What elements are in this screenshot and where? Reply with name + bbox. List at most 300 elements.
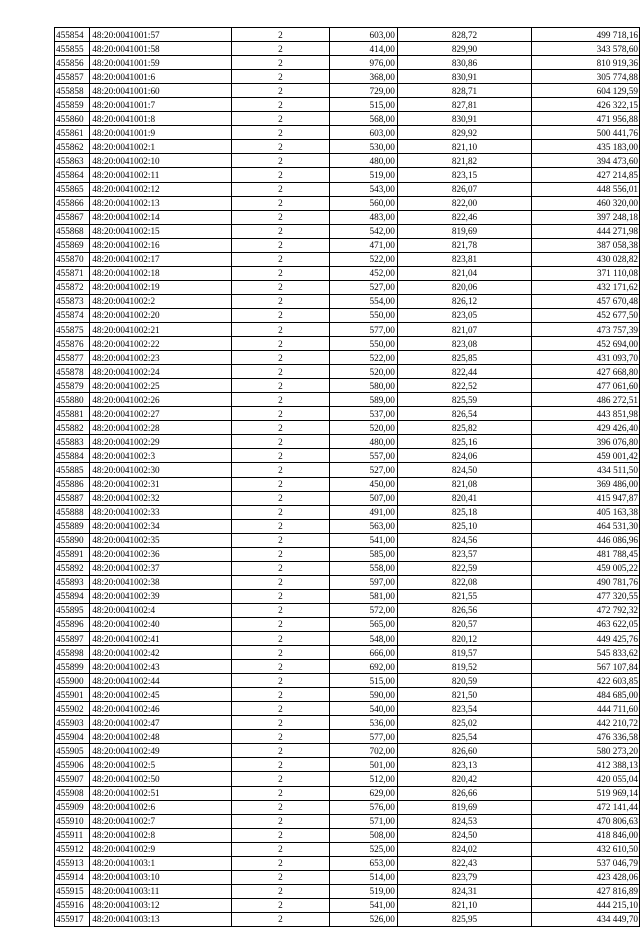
row-number-cell: 455910 [55, 814, 90, 828]
cadastral-number-cell: 48:20:0041002:43 [90, 660, 231, 674]
group-cell: 2 [231, 463, 329, 477]
cadastral-value-cell: 444 711,60 [532, 702, 640, 716]
area-cell: 530,00 [330, 140, 398, 154]
specific-value-cell: 822,43 [397, 856, 531, 870]
table-row [55, 730, 640, 744]
cadastral-number-cell: 48:20:0041002:9 [90, 842, 231, 856]
cadastral-value-cell: 452 677,50 [532, 308, 640, 322]
specific-value-cell: 830,86 [397, 56, 531, 70]
row-number-cell: 455886 [55, 477, 90, 491]
group-cell: 2 [231, 561, 329, 575]
cadastral-value-cell: 423 428,06 [532, 870, 640, 884]
cadastral-number-cell: 48:20:0041002:14 [90, 210, 231, 224]
cadastral-value-cell: 500 441,76 [532, 126, 640, 140]
cadastral-number-cell: 48:20:0041002:3 [90, 449, 231, 463]
row-number-cell: 455861 [55, 126, 90, 140]
specific-value-cell: 824,50 [397, 463, 531, 477]
cadastral-number-cell: 48:20:0041002:13 [90, 196, 231, 210]
specific-value-cell: 821,08 [397, 477, 531, 491]
cadastral-number-cell: 48:20:0041001:6 [90, 70, 231, 84]
table-row [55, 828, 640, 842]
specific-value-cell: 819,69 [397, 800, 531, 814]
row-number-cell: 455907 [55, 772, 90, 786]
group-cell: 2 [231, 379, 329, 393]
specific-value-cell: 821,07 [397, 322, 531, 336]
cadastral-value-cell: 305 774,88 [532, 70, 640, 84]
area-cell: 480,00 [330, 154, 398, 168]
cadastral-value-cell: 490 781,76 [532, 575, 640, 589]
group-cell: 2 [231, 266, 329, 280]
specific-value-cell: 825,82 [397, 421, 531, 435]
cadastral-value-cell: 604 129,59 [532, 84, 640, 98]
area-cell: 563,00 [330, 519, 398, 533]
group-cell: 2 [231, 772, 329, 786]
table-row [55, 716, 640, 730]
table-row [55, 758, 640, 772]
cadastral-value-cell: 369 486,00 [532, 477, 640, 491]
specific-value-cell: 819,69 [397, 224, 531, 238]
area-cell: 580,00 [330, 379, 398, 393]
cadastral-value-cell: 537 046,79 [532, 856, 640, 870]
specific-value-cell: 821,82 [397, 154, 531, 168]
cadastral-value-cell: 567 107,84 [532, 660, 640, 674]
table-row [55, 575, 640, 589]
cadastral-number-cell: 48:20:0041002:36 [90, 547, 231, 561]
cadastral-value-cell: 463 622,05 [532, 617, 640, 631]
group-cell: 2 [231, 603, 329, 617]
cadastral-number-cell: 48:20:0041002:42 [90, 646, 231, 660]
specific-value-cell: 823,13 [397, 758, 531, 772]
group-cell: 2 [231, 393, 329, 407]
specific-value-cell: 820,42 [397, 772, 531, 786]
cadastral-number-cell: 48:20:0041001:7 [90, 98, 231, 112]
area-cell: 548,00 [330, 632, 398, 646]
table-row [55, 870, 640, 884]
cadastral-value-cell: 415 947,87 [532, 491, 640, 505]
cadastral-number-cell: 48:20:0041002:27 [90, 407, 231, 421]
group-cell: 2 [231, 702, 329, 716]
cadastral-number-cell: 48:20:0041002:32 [90, 491, 231, 505]
area-cell: 585,00 [330, 547, 398, 561]
group-cell: 2 [231, 252, 329, 266]
specific-value-cell: 826,07 [397, 182, 531, 196]
row-number-cell: 455864 [55, 168, 90, 182]
specific-value-cell: 825,16 [397, 435, 531, 449]
table-row [55, 393, 640, 407]
area-cell: 568,00 [330, 112, 398, 126]
cadastral-number-cell: 48:20:0041002:2 [90, 294, 231, 308]
cadastral-value-cell: 434 449,70 [532, 912, 640, 926]
area-cell: 557,00 [330, 449, 398, 463]
cadastral-value-cell: 481 788,45 [532, 547, 640, 561]
group-cell: 2 [231, 814, 329, 828]
area-cell: 560,00 [330, 196, 398, 210]
cadastral-number-cell: 48:20:0041002:16 [90, 238, 231, 252]
cadastral-number-cell: 48:20:0041001:59 [90, 56, 231, 70]
table-row [55, 491, 640, 505]
table-row [55, 856, 640, 870]
group-cell: 2 [231, 617, 329, 631]
row-number-cell: 455867 [55, 210, 90, 224]
table-row [55, 533, 640, 547]
row-number-cell: 455878 [55, 365, 90, 379]
table-row [55, 308, 640, 322]
table-body [55, 28, 640, 927]
cadastral-value-cell: 442 210,72 [532, 716, 640, 730]
cadastral-number-cell: 48:20:0041002:8 [90, 828, 231, 842]
row-number-cell: 455877 [55, 351, 90, 365]
specific-value-cell: 829,92 [397, 126, 531, 140]
cadastral-value-cell: 484 685,00 [532, 688, 640, 702]
cadastral-number-cell: 48:20:0041003:10 [90, 870, 231, 884]
group-cell: 2 [231, 842, 329, 856]
table-row [55, 674, 640, 688]
area-cell: 520,00 [330, 421, 398, 435]
table-row [55, 379, 640, 393]
cadastral-value-cell: 430 028,82 [532, 252, 640, 266]
cadastral-number-cell: 48:20:0041002:31 [90, 477, 231, 491]
cadastral-value-cell: 426 322,15 [532, 98, 640, 112]
area-cell: 976,00 [330, 56, 398, 70]
group-cell: 2 [231, 449, 329, 463]
cadastral-value-cell: 460 320,00 [532, 196, 640, 210]
area-cell: 603,00 [330, 126, 398, 140]
area-cell: 520,00 [330, 365, 398, 379]
table-row [55, 84, 640, 98]
group-cell: 2 [231, 435, 329, 449]
table-row [55, 238, 640, 252]
specific-value-cell: 827,81 [397, 98, 531, 112]
specific-value-cell: 825,95 [397, 912, 531, 926]
table-row [55, 98, 640, 112]
row-number-cell: 455916 [55, 898, 90, 912]
area-cell: 480,00 [330, 435, 398, 449]
specific-value-cell: 820,06 [397, 280, 531, 294]
table-row [55, 294, 640, 308]
group-cell: 2 [231, 519, 329, 533]
table-row [55, 884, 640, 898]
specific-value-cell: 820,41 [397, 491, 531, 505]
area-cell: 629,00 [330, 786, 398, 800]
group-cell: 2 [231, 210, 329, 224]
area-cell: 501,00 [330, 758, 398, 772]
row-number-cell: 455897 [55, 632, 90, 646]
row-number-cell: 455858 [55, 84, 90, 98]
row-number-cell: 455900 [55, 674, 90, 688]
row-number-cell: 455873 [55, 294, 90, 308]
row-number-cell: 455890 [55, 533, 90, 547]
table-row [55, 646, 640, 660]
group-cell: 2 [231, 870, 329, 884]
area-cell: 519,00 [330, 168, 398, 182]
cadastral-value-cell: 810 919,36 [532, 56, 640, 70]
area-cell: 554,00 [330, 294, 398, 308]
table-row [55, 210, 640, 224]
cadastral-value-cell: 396 076,80 [532, 435, 640, 449]
area-cell: 729,00 [330, 84, 398, 98]
cadastral-value-cell: 443 851,98 [532, 407, 640, 421]
specific-value-cell: 821,10 [397, 140, 531, 154]
area-cell: 515,00 [330, 674, 398, 688]
row-number-cell: 455889 [55, 519, 90, 533]
cadastral-number-cell: 48:20:0041003:13 [90, 912, 231, 926]
cadastral-number-cell: 48:20:0041002:7 [90, 814, 231, 828]
group-cell: 2 [231, 856, 329, 870]
group-cell: 2 [231, 547, 329, 561]
cadastral-number-cell: 48:20:0041001:58 [90, 42, 231, 56]
area-cell: 519,00 [330, 884, 398, 898]
row-number-cell: 455871 [55, 266, 90, 280]
row-number-cell: 455855 [55, 42, 90, 56]
specific-value-cell: 822,44 [397, 365, 531, 379]
specific-value-cell: 826,12 [397, 294, 531, 308]
cadastral-number-cell: 48:20:0041002:18 [90, 266, 231, 280]
specific-value-cell: 825,10 [397, 519, 531, 533]
cadastral-value-cell: 477 320,55 [532, 589, 640, 603]
cadastral-value-cell: 418 846,00 [532, 828, 640, 842]
specific-value-cell: 823,81 [397, 252, 531, 266]
specific-value-cell: 824,31 [397, 884, 531, 898]
group-cell: 2 [231, 716, 329, 730]
specific-value-cell: 823,05 [397, 308, 531, 322]
table-row [55, 632, 640, 646]
area-cell: 603,00 [330, 28, 398, 42]
area-cell: 483,00 [330, 210, 398, 224]
row-number-cell: 455909 [55, 800, 90, 814]
group-cell: 2 [231, 182, 329, 196]
specific-value-cell: 826,54 [397, 407, 531, 421]
cadastral-number-cell: 48:20:0041002:22 [90, 337, 231, 351]
cadastral-number-cell: 48:20:0041002:12 [90, 182, 231, 196]
group-cell: 2 [231, 646, 329, 660]
cadastral-value-cell: 452 694,00 [532, 337, 640, 351]
specific-value-cell: 821,50 [397, 688, 531, 702]
row-number-cell: 455888 [55, 505, 90, 519]
cadastral-value-cell: 477 061,60 [532, 379, 640, 393]
area-cell: 512,00 [330, 772, 398, 786]
group-cell: 2 [231, 674, 329, 688]
group-cell: 2 [231, 533, 329, 547]
group-cell: 2 [231, 688, 329, 702]
specific-value-cell: 825,02 [397, 716, 531, 730]
cadastral-number-cell: 48:20:0041002:39 [90, 589, 231, 603]
cadastral-number-cell: 48:20:0041002:49 [90, 744, 231, 758]
cadastral-value-table [54, 27, 640, 927]
specific-value-cell: 825,85 [397, 351, 531, 365]
group-cell: 2 [231, 351, 329, 365]
cadastral-number-cell: 48:20:0041003:11 [90, 884, 231, 898]
cadastral-number-cell: 48:20:0041002:51 [90, 786, 231, 800]
row-number-cell: 455885 [55, 463, 90, 477]
cadastral-value-cell: 434 511,50 [532, 463, 640, 477]
area-cell: 666,00 [330, 646, 398, 660]
area-cell: 581,00 [330, 589, 398, 603]
group-cell: 2 [231, 898, 329, 912]
table-row [55, 449, 640, 463]
row-number-cell: 455879 [55, 379, 90, 393]
group-cell: 2 [231, 337, 329, 351]
group-cell: 2 [231, 575, 329, 589]
cadastral-number-cell: 48:20:0041001:8 [90, 112, 231, 126]
cadastral-value-cell: 457 670,48 [532, 294, 640, 308]
cadastral-value-cell: 448 556,01 [532, 182, 640, 196]
cadastral-value-cell: 464 531,30 [532, 519, 640, 533]
cadastral-number-cell: 48:20:0041002:1 [90, 140, 231, 154]
cadastral-value-cell: 412 388,13 [532, 758, 640, 772]
cadastral-number-cell: 48:20:0041002:33 [90, 505, 231, 519]
table-row [55, 280, 640, 294]
row-number-cell: 455904 [55, 730, 90, 744]
group-cell: 2 [231, 632, 329, 646]
specific-value-cell: 821,04 [397, 266, 531, 280]
cadastral-number-cell: 48:20:0041002:15 [90, 224, 231, 238]
area-cell: 526,00 [330, 912, 398, 926]
area-cell: 576,00 [330, 800, 398, 814]
group-cell: 2 [231, 730, 329, 744]
cadastral-value-cell: 470 806,63 [532, 814, 640, 828]
area-cell: 653,00 [330, 856, 398, 870]
cadastral-value-cell: 427 214,85 [532, 168, 640, 182]
group-cell: 2 [231, 154, 329, 168]
specific-value-cell: 820,12 [397, 632, 531, 646]
area-cell: 571,00 [330, 814, 398, 828]
group-cell: 2 [231, 84, 329, 98]
row-number-cell: 455905 [55, 744, 90, 758]
area-cell: 541,00 [330, 533, 398, 547]
area-cell: 491,00 [330, 505, 398, 519]
cadastral-number-cell: 48:20:0041002:17 [90, 252, 231, 266]
area-cell: 452,00 [330, 266, 398, 280]
table-row [55, 337, 640, 351]
cadastral-number-cell: 48:20:0041002:28 [90, 421, 231, 435]
area-cell: 450,00 [330, 477, 398, 491]
specific-value-cell: 825,59 [397, 393, 531, 407]
table-row [55, 196, 640, 210]
cadastral-number-cell: 48:20:0041002:24 [90, 365, 231, 379]
cadastral-value-cell: 387 058,38 [532, 238, 640, 252]
table-row [55, 603, 640, 617]
cadastral-value-cell: 519 969,14 [532, 786, 640, 800]
specific-value-cell: 819,52 [397, 660, 531, 674]
table-row [55, 322, 640, 336]
table-row [55, 56, 640, 70]
row-number-cell: 455884 [55, 449, 90, 463]
table-row [55, 814, 640, 828]
row-number-cell: 455899 [55, 660, 90, 674]
area-cell: 527,00 [330, 280, 398, 294]
group-cell: 2 [231, 758, 329, 772]
group-cell: 2 [231, 786, 329, 800]
area-cell: 471,00 [330, 238, 398, 252]
cadastral-value-cell: 580 273,20 [532, 744, 640, 758]
table-row [55, 772, 640, 786]
cadastral-number-cell: 48:20:0041002:38 [90, 575, 231, 589]
group-cell: 2 [231, 407, 329, 421]
specific-value-cell: 826,56 [397, 603, 531, 617]
specific-value-cell: 825,18 [397, 505, 531, 519]
specific-value-cell: 823,08 [397, 337, 531, 351]
area-cell: 514,00 [330, 870, 398, 884]
cadastral-number-cell: 48:20:0041002:21 [90, 322, 231, 336]
area-cell: 414,00 [330, 42, 398, 56]
group-cell: 2 [231, 224, 329, 238]
area-cell: 550,00 [330, 308, 398, 322]
row-number-cell: 455896 [55, 617, 90, 631]
row-number-cell: 455911 [55, 828, 90, 842]
area-cell: 525,00 [330, 842, 398, 856]
specific-value-cell: 824,06 [397, 449, 531, 463]
area-cell: 522,00 [330, 351, 398, 365]
table-row [55, 126, 640, 140]
table-row [55, 140, 640, 154]
group-cell: 2 [231, 308, 329, 322]
area-cell: 558,00 [330, 561, 398, 575]
table-row [55, 154, 640, 168]
specific-value-cell: 828,71 [397, 84, 531, 98]
specific-value-cell: 830,91 [397, 70, 531, 84]
area-cell: 537,00 [330, 407, 398, 421]
specific-value-cell: 824,50 [397, 828, 531, 842]
cadastral-value-cell: 444 271,98 [532, 224, 640, 238]
specific-value-cell: 821,55 [397, 589, 531, 603]
cadastral-value-cell: 427 816,89 [532, 884, 640, 898]
cadastral-number-cell: 48:20:0041002:19 [90, 280, 231, 294]
row-number-cell: 455887 [55, 491, 90, 505]
table-row [55, 519, 640, 533]
cadastral-value-cell: 486 272,51 [532, 393, 640, 407]
cadastral-number-cell: 48:20:0041002:44 [90, 674, 231, 688]
row-number-cell: 455866 [55, 196, 90, 210]
cadastral-value-cell: 499 718,16 [532, 28, 640, 42]
row-number-cell: 455915 [55, 884, 90, 898]
area-cell: 565,00 [330, 617, 398, 631]
area-cell: 702,00 [330, 744, 398, 758]
area-cell: 577,00 [330, 730, 398, 744]
row-number-cell: 455876 [55, 337, 90, 351]
cadastral-number-cell: 48:20:0041002:50 [90, 772, 231, 786]
row-number-cell: 455880 [55, 393, 90, 407]
group-cell: 2 [231, 828, 329, 842]
cadastral-value-cell: 459 005,22 [532, 561, 640, 575]
group-cell: 2 [231, 660, 329, 674]
row-number-cell: 455862 [55, 140, 90, 154]
specific-value-cell: 819,57 [397, 646, 531, 660]
row-number-cell: 455901 [55, 688, 90, 702]
area-cell: 536,00 [330, 716, 398, 730]
cadastral-number-cell: 48:20:0041001:60 [90, 84, 231, 98]
table-row [55, 182, 640, 196]
group-cell: 2 [231, 589, 329, 603]
area-cell: 527,00 [330, 463, 398, 477]
cadastral-number-cell: 48:20:0041002:47 [90, 716, 231, 730]
group-cell: 2 [231, 70, 329, 84]
specific-value-cell: 826,60 [397, 744, 531, 758]
specific-value-cell: 823,15 [397, 168, 531, 182]
cadastral-value-cell: 420 055,04 [532, 772, 640, 786]
cadastral-value-cell: 472 141,44 [532, 800, 640, 814]
cadastral-number-cell: 48:20:0041002:6 [90, 800, 231, 814]
row-number-cell: 455870 [55, 252, 90, 266]
specific-value-cell: 825,54 [397, 730, 531, 744]
cadastral-value-cell: 435 183,00 [532, 140, 640, 154]
specific-value-cell: 824,53 [397, 814, 531, 828]
cadastral-value-cell: 427 668,80 [532, 365, 640, 379]
area-cell: 508,00 [330, 828, 398, 842]
group-cell: 2 [231, 140, 329, 154]
row-number-cell: 455874 [55, 308, 90, 322]
row-number-cell: 455857 [55, 70, 90, 84]
area-cell: 542,00 [330, 224, 398, 238]
